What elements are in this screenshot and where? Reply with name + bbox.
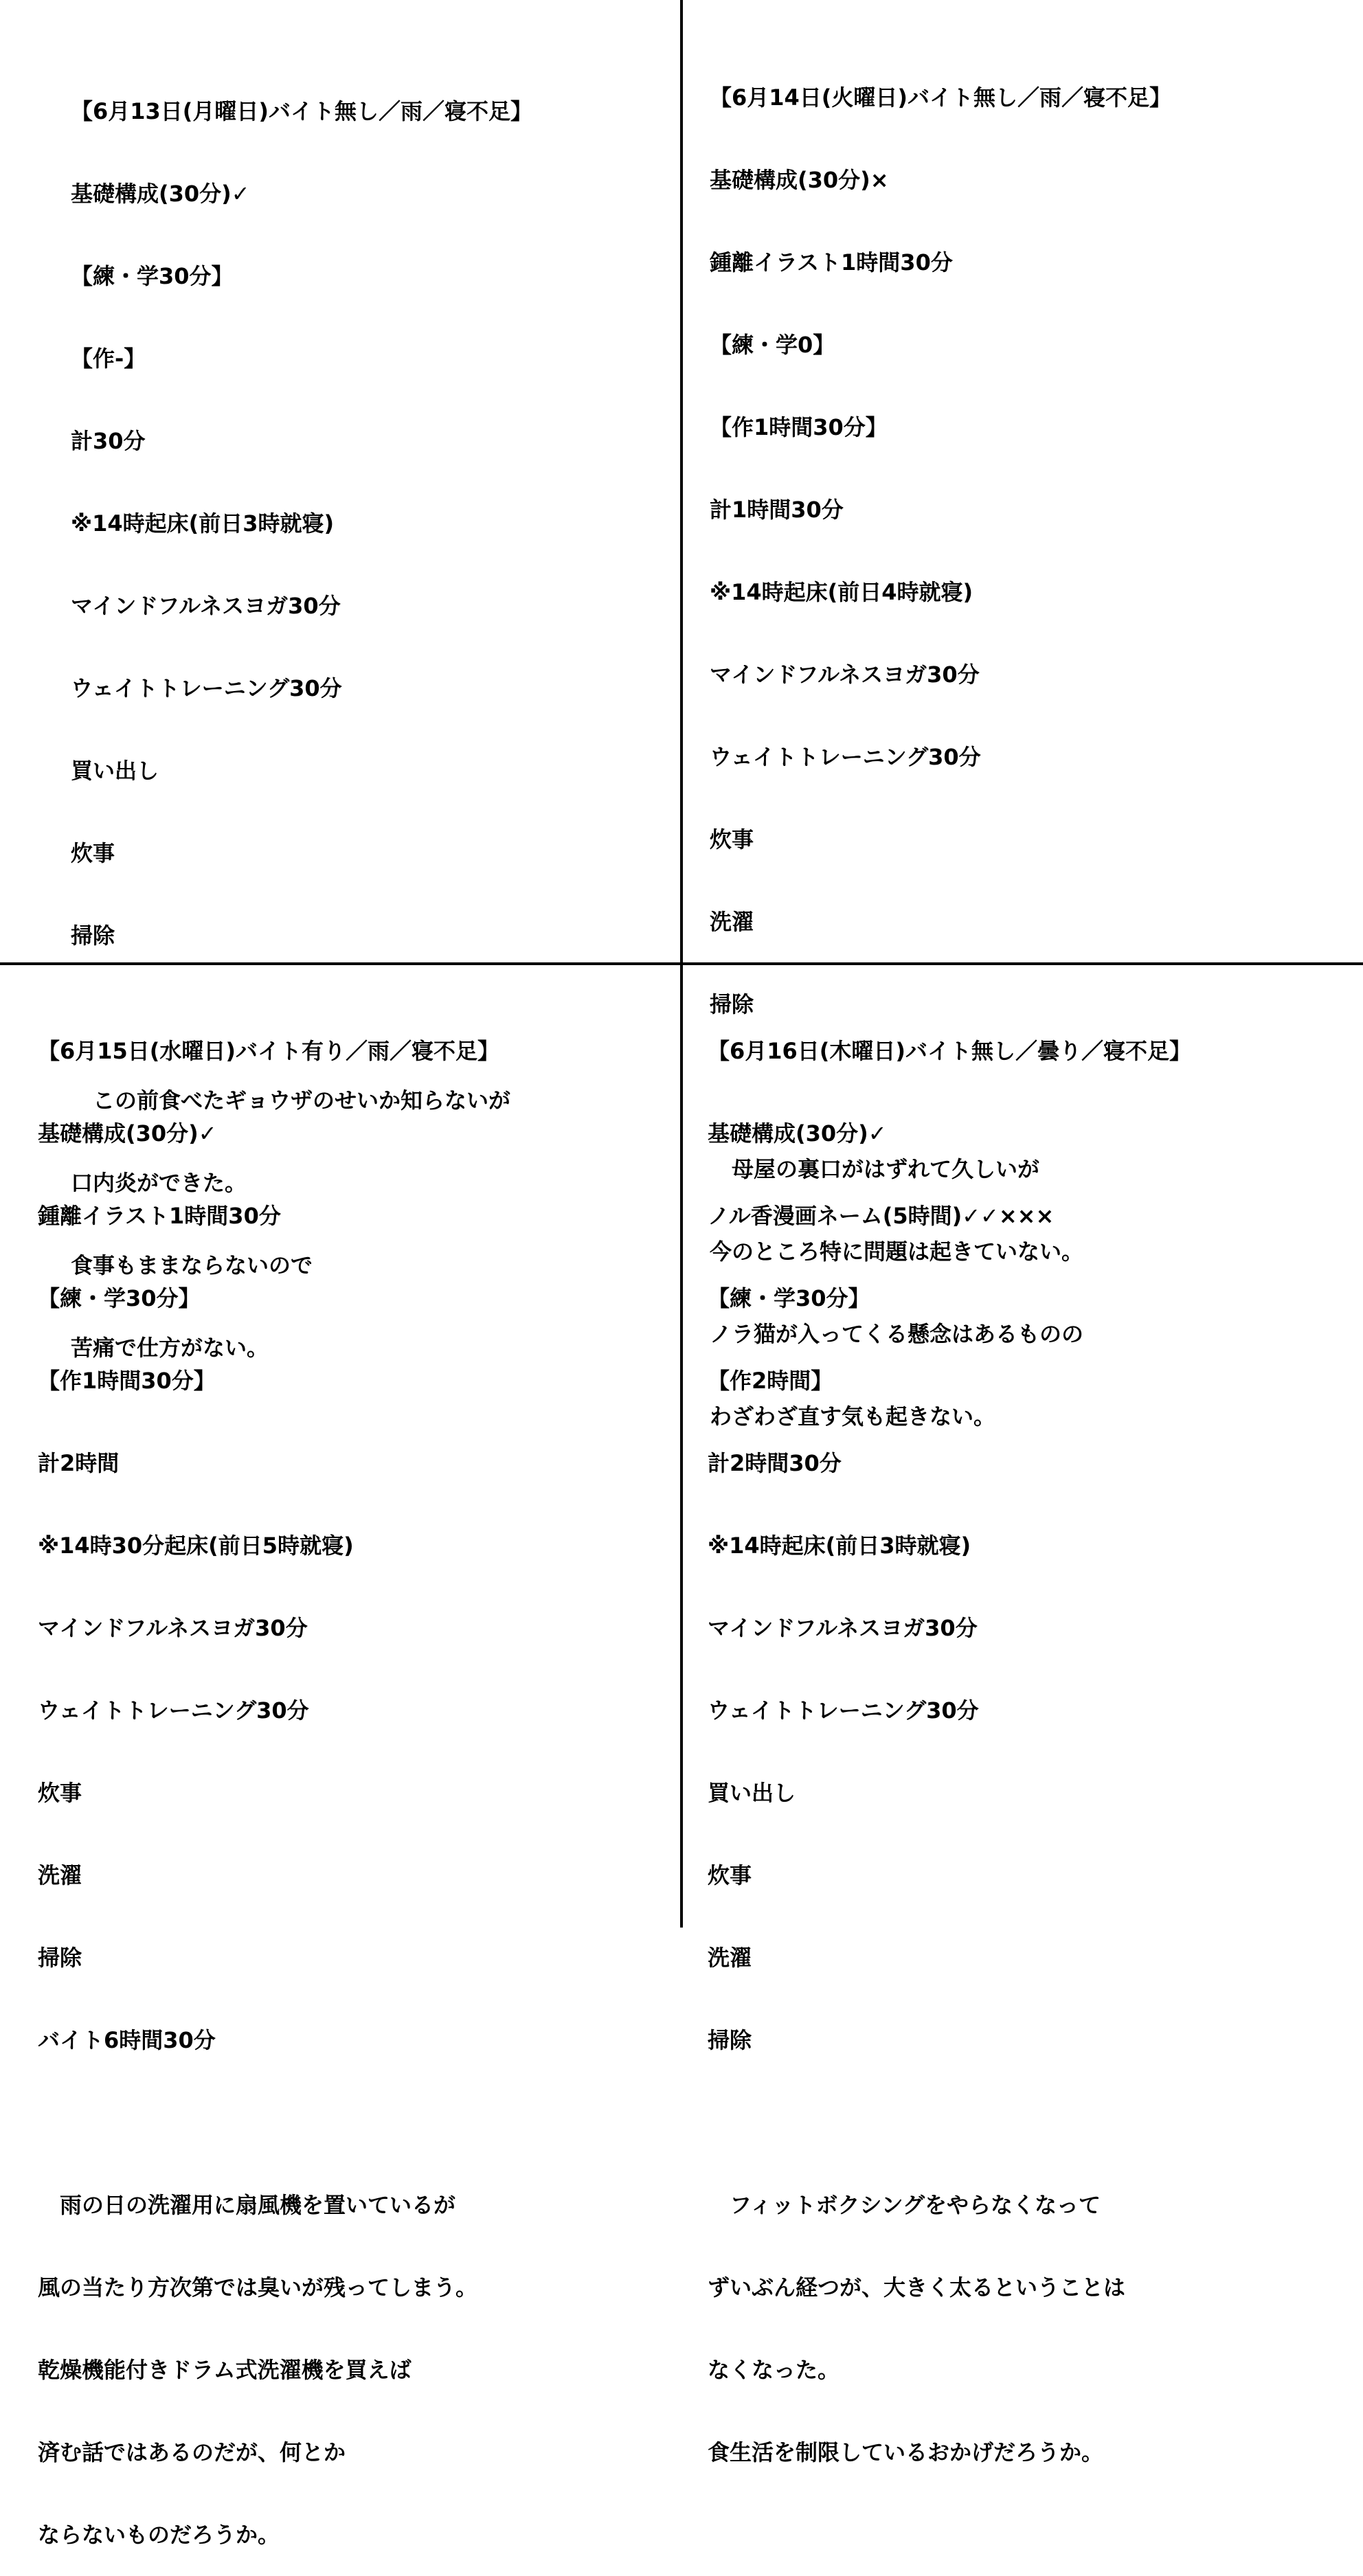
- diary-entry-june-16: [708, 982, 1191, 2494]
- wake-time-line: ※14時起床(前日3時就寝): [708, 1533, 971, 1559]
- task-line: 【作1時間30分】: [38, 1368, 216, 1394]
- task-line: 鍾離イラスト1時間30分: [38, 1203, 281, 1229]
- note-line: 風の当たり方次第では臭いが残ってしまう。: [38, 2274, 478, 2301]
- note-line: なくなった。: [708, 2357, 840, 2383]
- note-line: 食事もままならないので: [71, 1252, 313, 1278]
- note-line: ずいぶん経つが、大きく太るということは: [708, 2274, 1126, 2301]
- note-line: ノラ猫が入ってくる懸念はあるものの: [710, 1321, 1084, 1347]
- task-line: マインドフルネスヨガ30分: [710, 662, 980, 688]
- spacer: [38, 2109, 499, 2136]
- note-line: 母屋の裏口がはずれて久しいが: [710, 1156, 1040, 1182]
- entry-header: 【6月16日(木曜日)バイト無し／曇り／寝不足】: [708, 1038, 1192, 1064]
- note-line: 食生活を制限しているおかげだろうか。: [708, 2439, 1104, 2465]
- task-line: 炊事: [38, 1780, 82, 1806]
- task-line: 基礎構成(30分)✓: [71, 181, 250, 207]
- task-line: 基礎構成(30分)✓: [708, 1120, 887, 1146]
- task-line: バイト6時間30分: [38, 2027, 216, 2053]
- wake-time-line: ※14時30分起床(前日5時就寝): [38, 1533, 354, 1559]
- task-line: 【練・学30分】: [71, 263, 234, 289]
- task-line: ウェイトトレーニング30分: [71, 675, 342, 701]
- task-line: マインドフルネスヨガ30分: [71, 593, 341, 619]
- task-line: 炊事: [708, 1862, 752, 1888]
- task-line: 炊事: [710, 826, 754, 852]
- task-line: 鍾離イラスト1時間30分: [710, 249, 953, 275]
- task-line: 【練・学0】: [710, 332, 835, 358]
- task-line: 掃除: [38, 1945, 82, 1971]
- note-line: この前食べたギョウザのせいか知らないが: [71, 1087, 511, 1114]
- entry-header: 【6月14日(火曜日)バイト無し／雨／寝不足】: [710, 84, 1172, 111]
- total-line: 計2時間: [38, 1450, 120, 1476]
- note-line: ならないものだろうか。: [38, 2522, 280, 2548]
- task-line: ウェイトトレーニング30分: [708, 1697, 979, 1724]
- task-line: マインドフルネスヨガ30分: [708, 1615, 978, 1641]
- note-line: わざわざ直す気も起きない。: [710, 1403, 996, 1430]
- task-line: 買い出し: [71, 758, 159, 784]
- note-line: 乾燥機能付きドラム式洗濯機を買えば: [38, 2357, 412, 2383]
- task-line: 【作-】: [71, 346, 146, 372]
- total-line: 計30分: [71, 428, 146, 454]
- entry-header: 【6月15日(水曜日)バイト有り／雨／寝不足】: [38, 1038, 500, 1064]
- task-line: 【練・学30分】: [708, 1285, 870, 1311]
- wake-time-line: ※14時起床(前日3時就寝): [71, 510, 335, 536]
- task-line: ノル香漫画ネーム(5時間)✓✓×××: [708, 1203, 1055, 1229]
- note-line: 口内炎ができた。: [71, 1170, 247, 1196]
- task-line: 掃除: [708, 2027, 752, 2053]
- task-line: 【作1時間30分】: [710, 414, 888, 440]
- task-line: 掃除: [71, 923, 115, 949]
- entry-header: 【6月13日(月曜日)バイト無し／雨／寝不足】: [71, 98, 533, 124]
- task-line: 【作2時間】: [708, 1368, 833, 1394]
- task-line: 基礎構成(30分)✓: [38, 1120, 217, 1146]
- note-line: 雨の日の洗濯用に扇風機を置いているが: [38, 2192, 456, 2218]
- spacer: [708, 2109, 1191, 2136]
- note-line: フィットボクシングをやらなくなって: [708, 2192, 1101, 2218]
- task-line: 基礎構成(30分)×: [710, 167, 889, 193]
- note-line: 今のところ特に問題は起きていない。: [710, 1239, 1084, 1265]
- diary-entry-june-15: [38, 982, 499, 2576]
- note-line: 済む話ではあるのだが、何とか: [38, 2439, 346, 2465]
- task-line: 買い出し: [708, 1780, 796, 1806]
- task-line: 洗濯: [708, 1945, 752, 1971]
- task-line: 【練・学30分】: [38, 1285, 201, 1311]
- wake-time-line: ※14時起床(前日4時就寝): [710, 579, 973, 605]
- total-line: 計2時間30分: [708, 1450, 842, 1476]
- note-line: 苦痛で仕方がない。: [71, 1335, 269, 1361]
- task-line: ウェイトトレーニング30分: [710, 744, 981, 770]
- task-line: 洗濯: [38, 1862, 82, 1888]
- task-line: ウェイトトレーニング30分: [38, 1697, 309, 1724]
- task-line: マインドフルネスヨガ30分: [38, 1615, 308, 1641]
- task-line: 掃除: [710, 991, 754, 1017]
- task-line: 炊事: [71, 840, 115, 866]
- task-line: 洗濯: [710, 909, 754, 935]
- total-line: 計1時間30分: [710, 497, 844, 523]
